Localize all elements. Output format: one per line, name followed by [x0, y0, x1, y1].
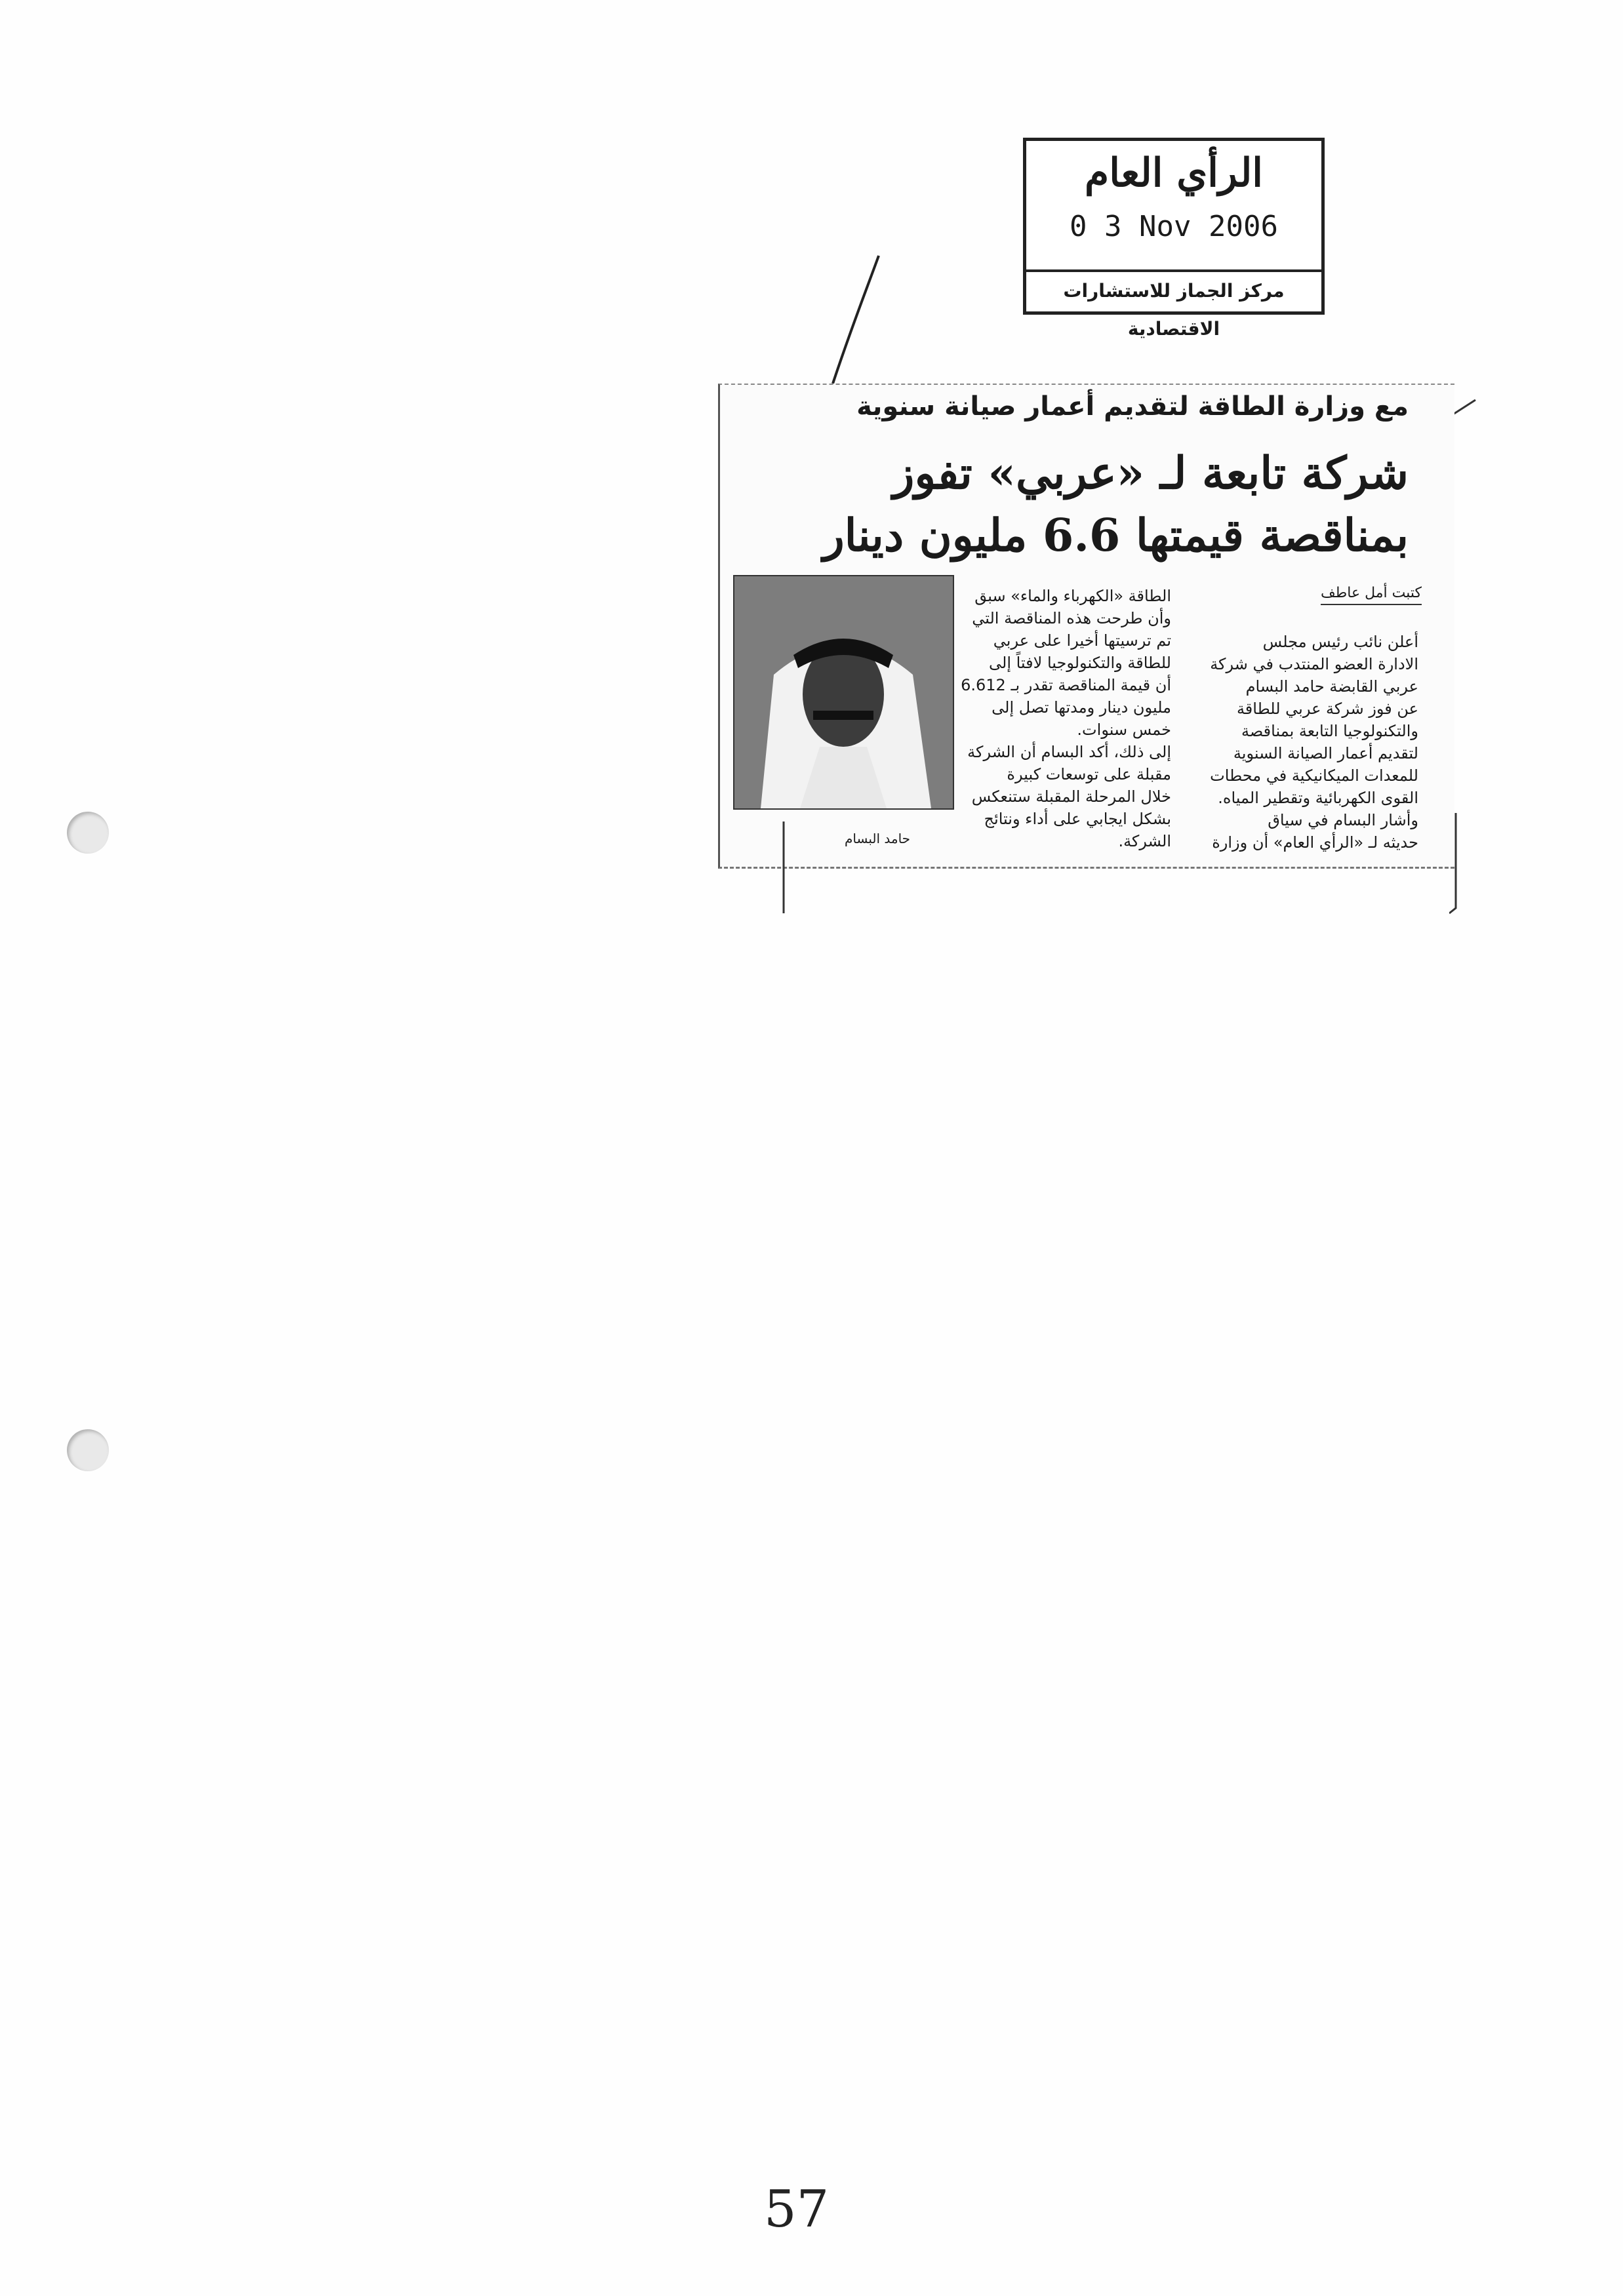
- text-line: الشركة.: [1118, 832, 1171, 850]
- text-line: الادارة العضو المنتدب في شركة: [1210, 655, 1418, 673]
- portrait-photo: [733, 575, 954, 810]
- handwritten-page-number: 57: [764, 2180, 830, 2239]
- punch-hole-top: [67, 812, 109, 854]
- text-line: الطاقة «الكهرباء والماء» سبق: [974, 587, 1171, 605]
- article-column-right: [1189, 631, 1418, 854]
- headline-line-2: بمناقصة قيمتها 6.6 مليون دينار: [822, 509, 1409, 562]
- bracket-mark-right: [1449, 810, 1462, 915]
- text-line: أعلن نائب رئيس مجلس: [1262, 633, 1418, 651]
- text-line: للمعدات الميكانيكية في محطات: [1210, 766, 1418, 785]
- stamp-agency: مركز الجماز للاستشارات الاقتصادية: [1026, 269, 1321, 311]
- text-line: وأشار البسام في سياق: [1268, 811, 1418, 829]
- article-column-middle: [948, 585, 1171, 852]
- text-line: للطاقة والتكنولوجيا لافتاً إلى: [989, 654, 1171, 672]
- text-line: بشكل ايجابي على أداء ونتائج: [984, 810, 1171, 828]
- byline: كتبت أمل عاطف: [1321, 585, 1422, 605]
- text-line: خمس سنوات.: [1077, 721, 1171, 739]
- article-kicker: مع وزارة الطاقة لتقديم أعمار صيانة سنوية: [856, 391, 1409, 422]
- bracket-mark-left: [777, 818, 790, 917]
- text-line: مليون دينار ومدتها تصل إلى: [992, 698, 1171, 717]
- text-line: حديثه لـ «الرأي العام» أن وزارة: [1212, 833, 1418, 852]
- headline-line-1: شركة تابعة لـ «عربي» تفوز: [892, 447, 1409, 500]
- text-line: عن فوز شركة عربي للطاقة: [1236, 700, 1418, 718]
- news-clipping: [718, 384, 1454, 869]
- text-line: عربي القابضة حامد البسام: [1245, 677, 1418, 696]
- pen-slash-mark: [820, 252, 885, 390]
- text-line: تم ترسيتها أخيرا على عربي: [993, 631, 1171, 650]
- stamp-date: 0 3 Nov 2006: [1070, 210, 1278, 243]
- punch-hole-bottom: [67, 1429, 109, 1471]
- text-line: إلى ذلك، أكد البسام أن الشركة: [967, 743, 1171, 761]
- text-line: خلال المرحلة المقبلة ستنعكس: [971, 787, 1171, 806]
- text-line: مقبلة على توسعات كبيرة: [1007, 765, 1171, 783]
- text-line: والتكنولوجيا التابعة بمناقصة: [1241, 722, 1418, 740]
- newspaper-logo: الرأي العام: [1085, 150, 1263, 196]
- text-line: القوى الكهربائية وتقطير المياه.: [1218, 789, 1418, 807]
- text-line: لتقديم أعمار الصيانة السنوية: [1233, 744, 1418, 762]
- text-line: أن قيمة المناقصة تقدر بـ 6.612: [961, 676, 1171, 694]
- text-line: وأن طرحت هذه المناقصة التي: [972, 609, 1171, 627]
- photo-caption: حامد البسام: [845, 831, 911, 846]
- newspaper-date-stamp: [1023, 138, 1325, 340]
